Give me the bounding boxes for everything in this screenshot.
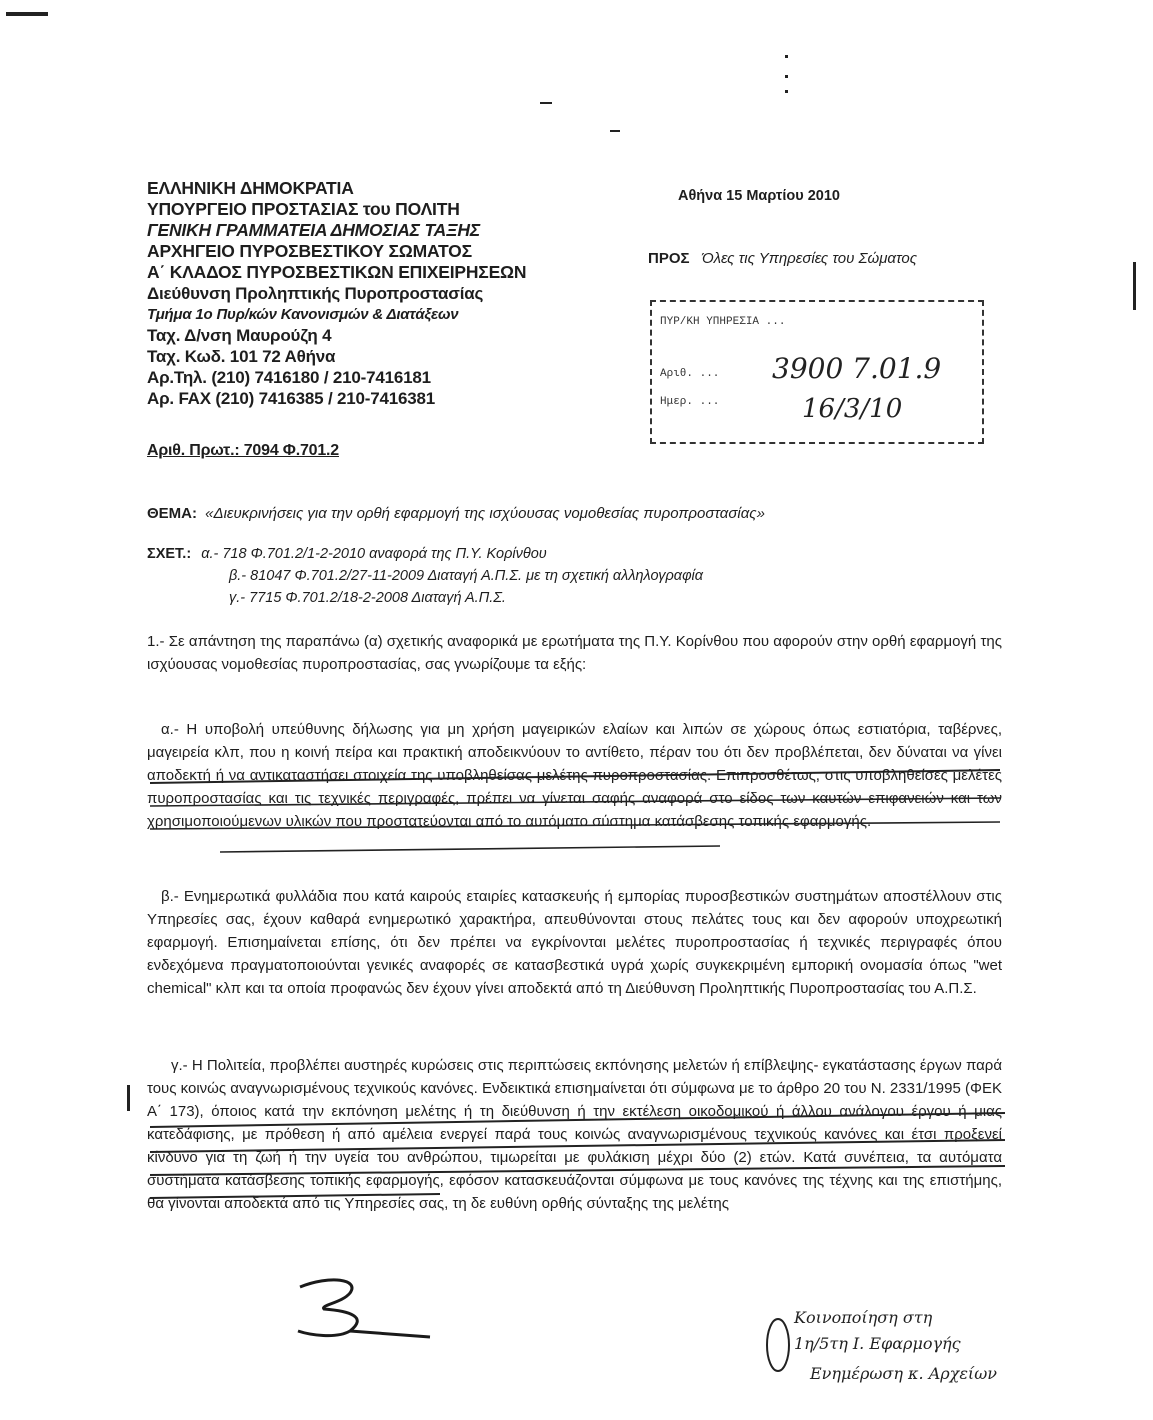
document-date: Αθήνα 15 Μαρτίου 2010 [678,188,840,204]
header-line: ΥΠΟΥΡΓΕΙΟ ΠΡΟΣΤΑΣΙΑΣ του ΠΟΛΙΤΗ [147,199,460,219]
header-line: Διεύθυνση Προληπτικής Πυροπροστασίας [147,284,484,303]
header-line: Αρ. FAX (210) 7416385 / 210-7416381 [147,389,435,408]
handwritten-note [760,1300,1080,1400]
header-line: ΑΡΧΗΓΕΙΟ ΠΥΡΟΣΒΕΣΤΙΚΟΥ ΣΩΜΑΤΟΣ [147,241,472,261]
reference-item: γ.- 7715 Φ.701.2/18-2-2008 Διαταγή Α.Π.Σ. [229,590,506,606]
header-line: Αρ.Τηλ. (210) 7416180 / 210-7416181 [147,368,431,387]
header-line: Τμήμα 1ο Πυρ/κών Κανονισμών & Διατάξεων [147,306,459,323]
stamp-handwritten-date: 16/3/10 [802,394,903,424]
underline-stroke [150,1113,1005,1127]
underline-stroke [150,822,1000,829]
underline-stroke [150,798,1000,806]
stamp-handwritten-number: 3900 7.01.9 [772,352,942,385]
references-label: ΣΧΕΤ.: [147,546,192,562]
recipient-text: Όλες τις Υπηρεσίες του Σώματος [701,250,917,267]
note-line: Ενημέρωση κ. Αρχείων [810,1364,997,1383]
header-line: ΕΛΛΗΝΙΚΗ ΔΗΜΟΚΡΑΤΙΑ [147,178,354,198]
underline-stroke [150,770,1000,783]
header-line: Ταχ. Κωδ. 101 72 Αθήνα [147,347,336,366]
header-line: Α΄ ΚΛΑΔΟΣ ΠΥΡΟΣΒΕΣΤΙΚΩΝ ΕΠΙΧΕΙΡΗΣΕΩΝ [147,262,527,282]
underline-stroke [150,1140,1005,1152]
note-line: Κοινοποίηση στη [794,1308,933,1327]
signature [290,1275,440,1345]
underline-stroke [150,1166,1005,1175]
paragraph-text: β.- Ενημερωτικά φυλλάδια που κατά καιρούς εταιρίες κατασκευής ή εμπορίας πυροσβεστικών συστημάτων αποστέλλουν στις Υπηρεσίες σας, έχουν καθαρά ενημερωτικό χαρακτήρα, απευθύνονται στους πελάτες τους και δεν αφορούν υποχρεωτική εφαρμογή. Επισημαίνεται επίσης, ότι δεν πρέπει να εγκρίνονται μελέτες πυροπροστασίας ή τεχνικές περιγραφές όπου ενδεχόμενα πραγματοποιούνται γενικές αναφορές σε κατασβεστικά υγρά χωρίς συγκεκριμένη εμπορική ονομασία όπως "wet chemical" κλπ και τα οποία προφανώς δεν έχουν γίνει αποδεκτά από τη Διεύθυνση Προληπτικής Πυροπροστασίας του Α.Π.Σ. [147,888,1002,997]
stamp-line: Ημερ. ... [660,396,720,408]
stamp-line: Αριθ. ... [660,368,720,380]
underline-stroke [220,846,720,852]
underline-stroke [150,1194,440,1198]
header-line: Ταχ. Δ/νση Μαυρούζη 4 [147,326,332,345]
paragraph-text: γ.- Η Πολιτεία, προβλέπει αυστηρές κυρώσεις στις περιπτώσεις εκπόνησης μελετών ή επίβλεψης- εγκατάστασης έργων παρά τους κοινώς αναγνωρισμένους τεχνικούς κανόνες. Ενδεικτικά επισημαίνεται ότι σύμφωνα με το άρθρο 20 του Ν. 2331/1995 (ΦΕΚ Α΄ 173), όποιος κατά την εκπόνηση μελέτης ή τη διεύθυνση ή την εκτέλεση οικοδομικού ή άλλου ανάλογου έργου ή μιας κατεδάφισης, με πρόθεση ή από αμέλεια ενεργεί παρά τους κοινώς αναγνωρισμένους τεχνικούς κανόνες και έτσι προξενεί κίνδυνο για τη ζωή ή την υγεία του ανθρώπου, τιμωρείται με φυλάκιση μέχρι δύο (2) ετών. Κατά συνέπεια, τα αυτόματα συστήματα κατάσβεσης τοπικής εφαρμογής, εφόσον κατασκευάζονται σύμφωνα με τους κανόνες της τέχνης και της επιστήμης, θα γίνονται αποδεκτά από τις Υπηρεσίες σας, τη δε ευθύνη ορθής σύνταξης της μελέτης [147,1057,1002,1212]
note-line: 1η/5τη Ι. Εφαρμογής [794,1334,961,1353]
reference-item: β.- 81047 Φ.701.2/27-11-2009 Διαταγή Α.Π.Σ. με τη σχετική αλληλογραφία [229,568,704,584]
subject-text: «Διευκρινήσεις για την ορθή εφαρμογή της ισχύουσας νομοθεσίας πυροπροστασίας» [205,505,765,522]
paragraph-text: α.- Η υποβολή υπεύθυνης δήλωσης για μη χρήση μαγειρικών ελαίων και λιπών σε χώρους όπως εστιατόρια, ταβέρνες, μαγειρεία κλπ, που η κοινή πείρα και πρακτική αποδεικνύουν το αντίθετο, πέραν του ότι δεν προβλέπεται, δεν δύναται να γίνει αποδεκτή ή να αντικαταστήσει στοιχεία της υποβληθείσας μελέτης πυροπροστασίας. Επιπροσθέτως, στις υποβληθείσες μελέτες πυροπροστασίας και τις τεχνικές περιγραφές, πρέπει να γίνεται σαφής αναφορά στο είδος των καυτών επιφανειών και των χρησιμοποιούμενων υλικών που προστατεύονται από το αυτόματο σύστημα κατάσβεσης τοπικής εφαρμογής. [147,721,1002,830]
header-line: ΓΕΝΙΚΗ ΓΡΑΜΜΑΤΕΙΑ ΔΗΜΟΣΙΑΣ ΤΑΞΗΣ [147,220,480,240]
subject-label: ΘΕΜΑ: [147,505,197,522]
paragraph-text: 1.- Σε απάντηση της παραπάνω (α) σχετικής αναφορικά με ερωτήματα της Π.Υ. Κορίνθου που αφορούν στην ορθή εφαρμογή της ισχύουσας νομοθεσίας πυροπροστασίας, σας γνωρίζουμε τα εξής: [147,633,1002,673]
stamp-line: ΠΥΡ/ΚΗ ΥΠΗΡΕΣΙΑ ... [660,316,786,328]
recipient-label: ΠΡΟΣ [648,250,690,267]
reference-text: α.- 718 Φ.701.2/1-2-2010 αναφορά της Π.Υ. Κορίνθου [201,546,547,562]
protocol-number: Αριθ. Πρωτ.: 7094 Φ.701.2 [147,442,339,459]
